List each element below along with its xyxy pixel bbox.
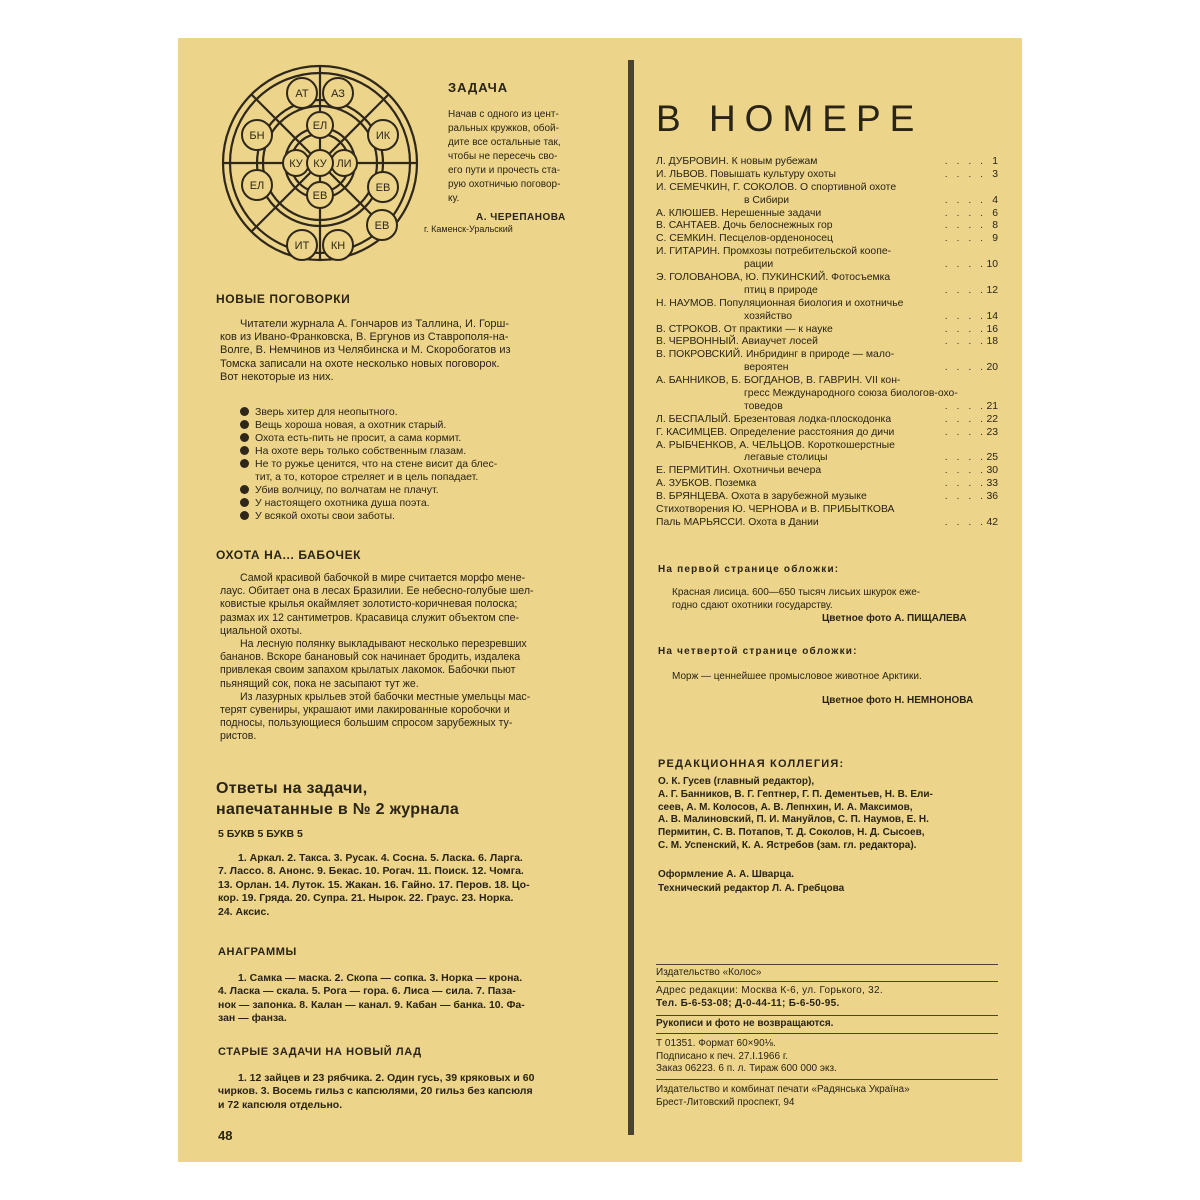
saying-text: У всякой охоты свои заботы. <box>255 510 395 522</box>
contents-page-number: 21 <box>986 400 998 412</box>
text-line: Подписано к печ. 27.I.1966 г. <box>656 1050 789 1062</box>
answers-sub1-text <box>218 852 530 919</box>
saying-text: Не то ружье ценится, что на стене висит да блес- <box>255 458 498 470</box>
contents-page-number: 4 <box>992 194 998 206</box>
contents-row <box>656 504 998 517</box>
imprint-rule <box>656 1079 998 1080</box>
cover-back-heading: На четвертой странице обложки: <box>658 646 858 657</box>
answers-title <box>216 778 459 820</box>
contents-entry-text: В. БРЯНЦЕВА. Охота в зарубежной музыке <box>656 491 867 503</box>
saying-item <box>240 406 398 419</box>
bullet-icon <box>240 407 249 416</box>
saying-item <box>240 510 395 523</box>
contents-row <box>656 324 998 337</box>
contents-page-number: 6 <box>992 207 998 219</box>
leader-dots: . . . . <box>944 362 986 374</box>
contents-page-number: 14 <box>986 310 998 322</box>
text-line: Тел. Б-6-53-08; Д-0-44-11; Б-6-50-95. <box>656 997 840 1009</box>
bullet-icon <box>240 485 249 494</box>
intro-line: Томска записали на охоте несколько новых поговорок. <box>220 357 500 370</box>
text-line: Издательство «Колос» <box>656 967 762 978</box>
leader-dots: . . . . <box>944 194 986 206</box>
contents-row <box>656 491 998 504</box>
page-number: 48 <box>218 1128 233 1143</box>
contents-row <box>656 285 998 298</box>
leader-dots: . . . . <box>944 336 986 348</box>
text-line: бананов. Вскоре банановый сок начинает бродить, издалека <box>220 651 521 664</box>
text-line: Заказ 06223. 6 п. л. Тираж 600 000 экз. <box>656 1063 837 1075</box>
imprint-rule <box>656 1015 998 1016</box>
puzzle-node-label: КУ <box>289 158 303 170</box>
answers-sub3-text <box>218 1072 534 1112</box>
puzzle-city: г. Каменск-Уральский <box>424 224 513 234</box>
text-line: 7. Лассо. 8. Анонс. 9. Бекас. 10. Рогач. 11. Поиск. 12. Чомга. <box>218 865 524 878</box>
contents-row <box>656 311 998 324</box>
contents-row <box>656 182 998 195</box>
contents-entry-text: В. САНТАЕВ. Дочь белоснежных гор <box>656 220 833 232</box>
contents-page-number: 30 <box>986 465 998 477</box>
leader-dots: . . . . <box>944 233 986 245</box>
manuscripts-notice <box>656 1018 998 1031</box>
contents-entry-text: рации <box>744 259 774 271</box>
text-line: А. Г. Банников, В. Г. Гептнер, Г. П. Дементьев, Н. В. Ели- <box>658 788 933 800</box>
puzzle-center-label: КУ <box>313 158 327 170</box>
contents-page-number: 1 <box>992 156 998 167</box>
contents-entry-text: С. СЕМКИН. Песцелов-орденоносец <box>656 233 833 245</box>
contents-row <box>656 478 998 491</box>
contents-page-number: 9 <box>992 233 998 245</box>
leader-dots: . . . . <box>944 156 986 167</box>
puzzle-node-label: АЗ <box>331 88 345 100</box>
text-line: зан — фанза. <box>218 1012 287 1025</box>
contents-row <box>656 427 998 440</box>
text-line: Адрес редакции: Москва К-6, ул. Горького, 32. <box>656 985 883 996</box>
bullet-icon <box>240 420 249 429</box>
contents-entry-text: легавые столицы <box>744 452 828 464</box>
contents-entry-text: вероятен <box>744 362 789 374</box>
text-line: Рукописи и фото не возвращаются. <box>656 1018 834 1029</box>
leader-dots: . . . . <box>944 259 986 271</box>
contents-entry-text: И. СЕМЕЧКИН, Г. СОКОЛОВ. О спортивной охоте <box>656 181 897 193</box>
text-line: лаус. Обитает она в лесах Бразилии. Ее небесно-голубые шел- <box>220 585 534 598</box>
puzzle-node-label: ЕЛ <box>249 180 265 192</box>
puzzle-node-label: КН <box>330 240 346 252</box>
contents-row <box>656 465 998 478</box>
text-line: 1. Самка — маска. 2. Скопа — сопка. 3. Норка — крона. <box>238 972 523 984</box>
puzzle-line: рую охотничью поговор- <box>448 179 561 190</box>
contents-entry-text: Стихотворения Ю. ЧЕРНОВА и В. ПРИБЫТКОВА <box>656 504 895 516</box>
saying-text: Зверь хитер для неопытного. <box>255 406 398 418</box>
leader-dots: . . . . <box>944 220 986 232</box>
cover-back-photo-credit: Цветное фото Н. НЕМНОНОВА <box>822 695 974 706</box>
contents-entry-text: В. СТРОКОВ. От практики — к науке <box>656 323 833 335</box>
leader-dots: . . . . <box>944 516 986 528</box>
contents-row <box>656 220 998 233</box>
saying-item <box>240 432 461 445</box>
puzzle-node-label: АТ <box>295 88 309 100</box>
intro-line: Читатели журнала А. Гончаров из Таллина, И. Горш- <box>240 318 509 330</box>
contents-page-number: 22 <box>986 413 998 425</box>
saying-text: Вещь хороша новая, а охотник старый. <box>255 419 447 431</box>
contents-page-number: 33 <box>986 478 998 490</box>
saying-text: У настоящего охотника душа поэта. <box>255 497 430 509</box>
contents-list <box>656 156 998 530</box>
contents-row <box>656 452 998 465</box>
puzzle-heading: ЗАДАЧА <box>448 80 509 95</box>
imprint-rule <box>656 1033 998 1034</box>
text-line: и 72 капсюля отдельно. <box>218 1098 343 1111</box>
text-line: сеев, А. М. Колосов, А. В. Лепнхин, И. А. Максимов, <box>658 801 913 813</box>
contents-entry-text: И. ЛЬВОВ. Повышать культуру охоты <box>656 168 836 180</box>
cover-front-heading: На первой странице обложки: <box>658 564 840 575</box>
design-credit: Оформление А. А. Шварца. <box>658 869 795 880</box>
answers-sub2-text <box>218 972 525 1026</box>
puzzle-node-label: ЕЛ <box>312 120 328 132</box>
text-line: О. К. Гусев (главный редактор), <box>658 776 815 787</box>
puzzle-line: чтобы не пересечь сво- <box>448 151 558 162</box>
contents-entry-text: Е. ПЕРМИТИН. Охотничьи вечера <box>656 465 822 477</box>
contents-row <box>656 517 998 530</box>
contents-row <box>656 375 998 388</box>
contents-row <box>656 362 998 375</box>
text-line: пьянящий сок, пока не засыпают тут же. <box>220 677 419 690</box>
contents-entry-text: гресс Международного союза биологов-охо- <box>744 388 958 400</box>
contents-page-number: 8 <box>992 220 998 232</box>
puzzle-node-label: ЕВ <box>375 182 391 194</box>
bullet-icon <box>240 459 249 468</box>
contents-row <box>656 195 998 208</box>
text-line: Красная лисица. 600—650 тысяч лисьих шкурок еже- <box>672 587 921 598</box>
puzzle-author: А. ЧЕРЕПАНОВА <box>476 212 566 223</box>
contents-page-number: 10 <box>986 259 998 271</box>
contents-row <box>656 298 998 311</box>
leader-dots: . . . . <box>944 400 986 412</box>
bullet-icon <box>240 446 249 455</box>
text-line: размах их 12 сантиметров. Красавица служит объектом спе- <box>220 611 520 624</box>
puzzle-node-label: ЕВ <box>374 220 390 232</box>
saying-item <box>240 458 497 471</box>
puzzle-node-label: ИК <box>375 130 391 142</box>
puzzle-text <box>448 108 633 206</box>
contents-entry-text: Л. ДУБРОВИН. К новым рубежам <box>656 156 818 167</box>
contents-entry-text: птиц в природе <box>744 284 818 296</box>
leader-dots: . . . . <box>944 323 986 335</box>
contents-page-number: 18 <box>986 336 998 348</box>
saying-text: Убив волчицу, по волчатам не плачут. <box>255 484 439 496</box>
text-line: А. В. Малиновский, П. И. Мануйлов, С. П. Наумов, Е. Н. <box>658 814 929 826</box>
contents-entry-text: А. БАННИКОВ, Б. БОГДАНОВ, В. ГАВРИН. VII кон- <box>656 375 901 387</box>
saying-text: На охоте верь только собственным глазам. <box>255 445 467 457</box>
contents-row <box>656 440 998 453</box>
text-line: С. М. Успенский, К. А. Ястребов (зам. гл. редактора). <box>658 839 917 851</box>
puzzle-circle-diagram <box>220 63 420 263</box>
editorial-members <box>658 776 933 853</box>
text-line: ковистые крылья окаймляет золотисто-коричневая полоска; <box>220 598 518 611</box>
leader-dots: . . . . <box>944 284 986 296</box>
contents-page-number: 20 <box>986 362 998 374</box>
text-line: привлекая своим запахом крылатых лакомок. Бабочки пьют <box>220 664 516 677</box>
puzzle-node-label: БН <box>249 130 265 142</box>
text-line: циальной охоты. <box>220 624 303 637</box>
column-divider <box>628 60 634 1135</box>
cover-front-text <box>672 586 920 612</box>
contents-page-number: 25 <box>986 452 998 464</box>
contents-entry-text: хозяйство <box>744 310 793 322</box>
contents-entry-text: А. КЛЮШЕВ. Нерешенные задачи <box>656 207 822 219</box>
leader-dots: . . . . <box>944 168 986 180</box>
leader-dots: . . . . <box>944 452 986 464</box>
puzzle-line: его пути и прочесть ста- <box>448 165 561 176</box>
answers-sub3-heading: СТАРЫЕ ЗАДАЧИ НА НОВЫЙ ЛАД <box>218 1046 422 1058</box>
answers-sub2-heading: АНАГРАММЫ <box>218 946 297 958</box>
bullet-icon <box>240 511 249 520</box>
bullet-icon <box>240 498 249 507</box>
publisher <box>656 967 998 980</box>
leader-dots: . . . . <box>944 478 986 490</box>
contents-row <box>656 156 998 169</box>
contents-title: В НОМЕРЕ <box>656 98 924 139</box>
intro-line: ков из Ивано-Франковска, В. Ергунов из Ставрополя-на- <box>220 331 509 344</box>
text-line: Брест-Литовский проспект, 94 <box>656 1096 795 1108</box>
contents-entry-text: Э. ГОЛОВАНОВА, Ю. ПУКИНСКИЙ. Фотосъемка <box>656 272 891 284</box>
contents-row <box>656 388 998 401</box>
contents-entry-text: В. ЧЕРВОННЫЙ. Авиаучет лосей <box>656 336 818 348</box>
saying-item <box>240 497 430 510</box>
tech-editor-credit: Технический редактор Л. А. Гребцова <box>658 883 845 894</box>
puzzle-line: ку. <box>448 193 460 204</box>
text-line: терят сувениры, украшают ими лакированные коробочки и <box>220 704 510 717</box>
contents-entry-text: Л. БЕСПАЛЫЙ. Брезентовая лодка-плоскодонка <box>656 413 892 425</box>
puzzle-line: Начав с одного из цент- <box>448 109 559 120</box>
text-line: подносы, пользующиеся большим спросом зарубежных ту- <box>220 717 513 730</box>
contents-entry-text: Паль МАРЬЯССИ. Охота в Дании <box>656 516 819 528</box>
saying-text: Охота есть-пить не просит, а сама кормит. <box>255 432 462 444</box>
cover-back-text: Морж — ценнейшее промысловое животное Арктики. <box>672 671 922 682</box>
text-line: 24. Аксис. <box>218 905 270 918</box>
saying-item <box>240 484 439 497</box>
contents-row <box>656 169 998 182</box>
text-line: 4. Ласка — скала. 5. Рога — гора. 6. Лиса — сила. 7. Паза- <box>218 985 516 998</box>
intro-line: Вот некоторые из них. <box>220 370 334 383</box>
answers-title-line: Ответы на задачи, <box>216 780 368 797</box>
text-line: Пермитин, С. В. Потапов, Т. Д. Соколов, Н. Д. Сысоев, <box>658 827 925 839</box>
text-line: 1. Аркал. 2. Такса. 3. Русак. 4. Сосна. 5. Ласка. 6. Ларга. <box>238 852 523 864</box>
leader-dots: . . . . <box>944 465 986 477</box>
contents-page-number: 3 <box>992 168 998 180</box>
contents-entry-text: В. ПОКРОВСКИЙ. Инбридинг в природе — мало- <box>656 349 895 361</box>
magazine-page <box>178 38 1022 1162</box>
contents-row <box>656 259 998 272</box>
contents-row <box>656 246 998 259</box>
imprint-rule <box>656 981 998 982</box>
text-line: годно сдают охотники государству. <box>672 600 833 611</box>
butterflies-heading: ОХОТА НА... БАБОЧЕК <box>216 548 362 562</box>
text-line: Т 01351. Формат 60×90⅛. <box>656 1038 776 1049</box>
text-line: Из лазурных крыльев этой бабочки местные умельцы мас- <box>240 690 531 703</box>
contents-page-number: 42 <box>986 516 998 528</box>
contents-row <box>656 336 998 349</box>
puzzle-node-label: ЛИ <box>336 158 352 170</box>
text-line: кор. 19. Гряда. 20. Супра. 21. Нырок. 22. Граус. 23. Норка. <box>218 892 514 905</box>
contents-page-number: 36 <box>986 491 998 503</box>
sayings-intro <box>220 318 511 384</box>
leader-dots: . . . . <box>944 491 986 503</box>
intro-line: Волге, В. Немчинов из Челябинска и М. Скоробогатов из <box>220 344 511 357</box>
text-line: чирков. 3. Восемь гильз с капсюлями, 20 гильз без капсюля <box>218 1085 533 1098</box>
answers-title-line: напечатанные в № 2 журнала <box>216 801 460 818</box>
leader-dots: . . . . <box>944 426 986 438</box>
text-line: ристов. <box>220 730 257 743</box>
contents-entry-text: А. ЗУБКОВ. Поземка <box>656 478 757 490</box>
imprint-rule <box>656 964 998 965</box>
contents-page-number: 12 <box>986 284 998 296</box>
saying-item <box>240 445 466 458</box>
contents-entry-text: И. ГИТАРИН. Промхозы потребительской коопе- <box>656 246 892 258</box>
puzzle-line: ральных кружков, обой- <box>448 123 559 134</box>
text-line: 13. Орлан. 14. Луток. 15. Жакан. 16. Гайно. 17. Перов. 18. Цо- <box>218 878 530 891</box>
contents-row <box>656 233 998 246</box>
bullet-icon <box>240 433 249 442</box>
text-line: На лесную полянку выкладывают несколько перезревших <box>240 638 527 651</box>
saying-item-continued <box>240 471 478 484</box>
leader-dots: . . . . <box>944 207 986 219</box>
text-line: 1. 12 зайцев и 23 рябчика. 2. Один гусь, 39 кряковых и 60 <box>238 1072 535 1084</box>
butterflies-text <box>220 572 534 744</box>
contents-row <box>656 272 998 285</box>
contents-row <box>656 208 998 221</box>
leader-dots: . . . . <box>944 413 986 425</box>
contents-entry-text: Г. КАСИМЦЕВ. Определение расстояния до дичи <box>656 426 895 438</box>
text-line: Издательство и комбинат печати «Радянська Україна» <box>656 1084 910 1095</box>
saying-text: тит, а то, которое стреляет и в цель попадает. <box>255 471 479 483</box>
contents-row <box>656 349 998 362</box>
sayings-heading: НОВЫЕ ПОГОВОРКИ <box>216 292 351 306</box>
puzzle-node-label: ЕВ <box>312 190 328 202</box>
puzzle-node-label: ИТ <box>294 240 310 252</box>
cover-front-photo-credit: Цветное фото А. ПИЩАЛЕВА <box>822 613 967 624</box>
puzzle-line: дите все остальные так, <box>448 137 561 148</box>
leader-dots: . . . . <box>944 310 986 322</box>
press-details <box>656 1084 998 1109</box>
contents-row <box>656 401 998 414</box>
text-line: нок — запонка. 8. Калан — канал. 9. Кабан — банка. 10. Фа- <box>218 998 525 1011</box>
contents-entry-text: в Сибири <box>744 194 790 206</box>
text-line: Самой красивой бабочкой в мире считается морфо мене- <box>240 572 526 584</box>
contents-entry-text: А. РЫБЧЕНКОВ, А. ЧЕЛЬЦОВ. Короткошерстные <box>656 439 895 451</box>
contents-page-number: 16 <box>986 323 998 335</box>
answers-sub1-heading: 5 БУКВ 5 БУКВ 5 <box>218 828 303 840</box>
saying-item <box>240 419 446 432</box>
address-block <box>656 985 998 1010</box>
print-details <box>656 1038 998 1076</box>
editorial-heading: РЕДАКЦИОННАЯ КОЛЛЕГИЯ: <box>658 758 845 770</box>
contents-entry-text: товедов <box>744 400 783 412</box>
contents-row <box>656 414 998 427</box>
contents-entry-text: Н. НАУМОВ. Популяционная биология и охотничье <box>656 297 904 309</box>
contents-page-number: 23 <box>986 426 998 438</box>
